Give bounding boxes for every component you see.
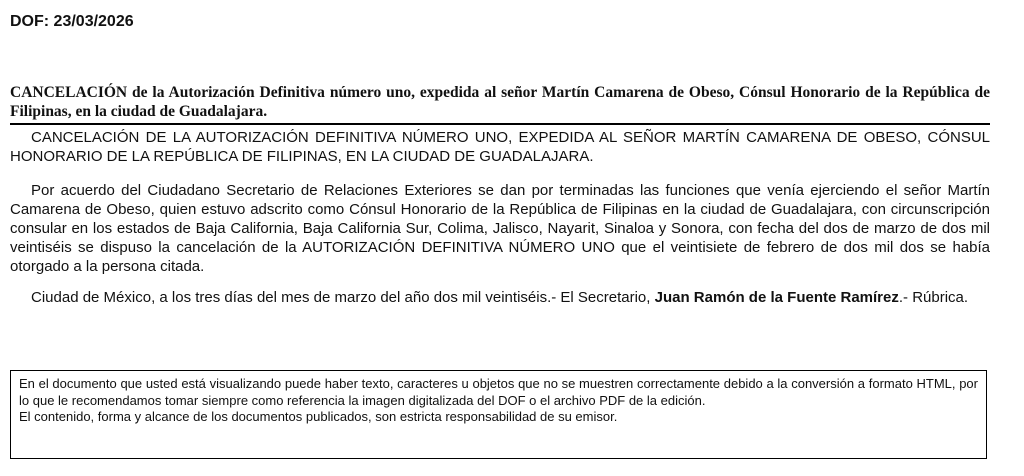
signer-name: Juan Ramón de la Fuente Ramírez	[654, 289, 899, 306]
decree-main-paragraph: Por acuerdo del Ciudadano Secretario de Relaciones Exteriores se dan por terminadas las funciones que venía ejerciendo el señor Martín Camarena de Obeso, quien estuvo adscrito como Cónsul Honorario de la República de Filipinas en la ciudad de Guadalajara, con circunscripción consular en los estados de Baja California, Baja California Sur, Colima, Jalisco, Nayarit, Sinaloa y Sonora, con fecha del dos de marzo de dos mil veintiséis se dispuso la cancelación de la AUTORIZACIÓN DEFINITIVA NÚMERO UNO que el veintisiete de febrero de dos mil dos se había otorgado a la persona citada.	[10, 182, 990, 275]
decree-heading-paragraph: CANCELACIÓN DE LA AUTORIZACIÓN DEFINITIVA NÚMERO UNO, EXPEDIDA AL SEÑOR MARTÍN CAMARENA DE OBESO, CÓNSUL HONORARIO DE LA REPÚBLICA DE FILIPINAS, EN LA CIUDAD DE GUADALAJARA.	[10, 129, 990, 165]
document-page	[10, 12, 990, 307]
decree-title: CANCELACIÓN de la Autorización Definitiva número uno, expedida al señor Martín Camarena de Obeso, Cónsul Honorario de la República de Filipinas, en la ciudad de Guadalajara.	[10, 83, 990, 125]
signature-text: Ciudad de México, a los tres días del mes de marzo del año dos mil veintiséis.- El Secretario,	[31, 289, 655, 306]
disclaimer-box	[10, 370, 987, 459]
signature-closing: .- Rúbrica.	[898, 289, 969, 306]
disclaimer-conversion-notice: En el documento que usted está visualizando puede haber texto, caracteres u objetos que no se muestren correctamente debido a la conversión a formato HTML, por lo que le recomendamos tomar siempre como referencia la imagen digitalizada del DOF o el archivo PDF de la edición.	[19, 376, 978, 408]
disclaimer-responsibility-notice: El contenido, forma y alcance de los documentos publicados, son estricta responsabilidad de su emisor.	[19, 409, 618, 424]
publication-date: DOF: 23/03/2026	[10, 13, 134, 30]
signature-paragraph	[10, 288, 990, 307]
